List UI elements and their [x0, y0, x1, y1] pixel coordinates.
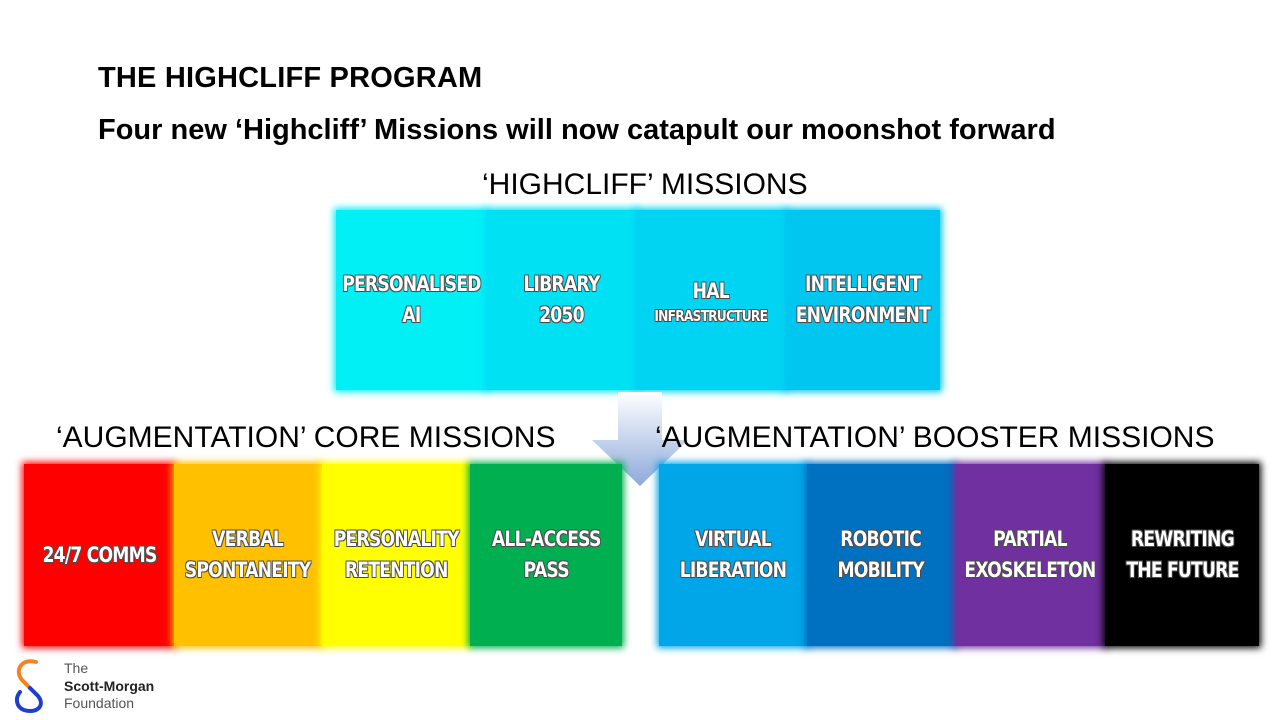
mission-line1: REWRITING [1130, 527, 1234, 551]
slide-subtitle: Four new ‘Highcliff’ Missions will now catapult our moonshot forward [98, 114, 1056, 146]
mission-line2: MOBILITY [837, 558, 925, 582]
mission-personality-retention[interactable] [322, 464, 470, 646]
mission-line1: HAL [692, 278, 730, 303]
mission-line1: ROBOTIC [840, 527, 922, 551]
mission-library-2050[interactable] [486, 210, 636, 390]
logo-line-name: Scott-Morgan [64, 677, 155, 694]
booster-missions-label: ‘AUGMENTATION’ BOOSTER MISSIONS [655, 421, 1215, 454]
mission-robotic-mobility[interactable] [807, 464, 955, 646]
logo-line-foundation: Foundation [64, 695, 135, 711]
mission-line2: PASS [523, 558, 569, 582]
mission-line2: SPONTANEITY [185, 558, 311, 582]
mission-line2: AI [401, 303, 421, 327]
mission-line1: PERSONALISED [341, 272, 481, 296]
foundation-logo-text [64, 660, 154, 713]
mission-line1: 24/7 COMMS [42, 542, 156, 567]
mission-all-access-pass[interactable] [470, 464, 622, 646]
mission-line1: INTELLIGENT [805, 272, 921, 296]
core-missions-row [24, 464, 622, 646]
mission-line1: LIBRARY [522, 272, 600, 296]
mission-line2: LIBERATION [679, 558, 787, 582]
mission-line2: RETENTION [344, 558, 448, 582]
highcliff-missions-row [336, 210, 940, 390]
mission-hal-infrastructure[interactable] [636, 210, 786, 390]
mission-24-7-comms[interactable] [24, 464, 174, 646]
logo-line-the: The [64, 660, 89, 676]
mission-personalised-ai[interactable] [336, 210, 486, 390]
mission-line2: ENVIRONMENT [795, 303, 931, 327]
booster-missions-row [659, 464, 1259, 646]
mission-partial-exoskeleton[interactable] [955, 464, 1105, 646]
mission-rewriting-the-future[interactable] [1105, 464, 1259, 646]
mission-verbal-spontaneity[interactable] [174, 464, 322, 646]
mission-virtual-liberation[interactable] [659, 464, 807, 646]
mission-line2: THE FUTURE [1125, 558, 1239, 582]
mission-line1: ALL-ACCESS [491, 527, 601, 551]
mission-line1: PARTIAL [993, 527, 1067, 551]
foundation-logo-icon [12, 658, 52, 714]
mission-line1: VERBAL [212, 527, 284, 551]
slide-title: THE HIGHCLIFF PROGRAM [98, 62, 483, 94]
mission-line2: INFRASTRUCTURE [654, 306, 768, 325]
highcliff-missions-label: ‘HIGHCLIFF’ MISSIONS [482, 168, 808, 201]
mission-intelligent-environment[interactable] [786, 210, 940, 390]
mission-line2: EXOSKELETON [964, 558, 1096, 582]
mission-line1: PERSONALITY [333, 527, 459, 551]
mission-line1: VIRTUAL [694, 527, 771, 551]
core-missions-label: ‘AUGMENTATION’ CORE MISSIONS [56, 421, 556, 454]
mission-line2: 2050 [538, 303, 584, 327]
